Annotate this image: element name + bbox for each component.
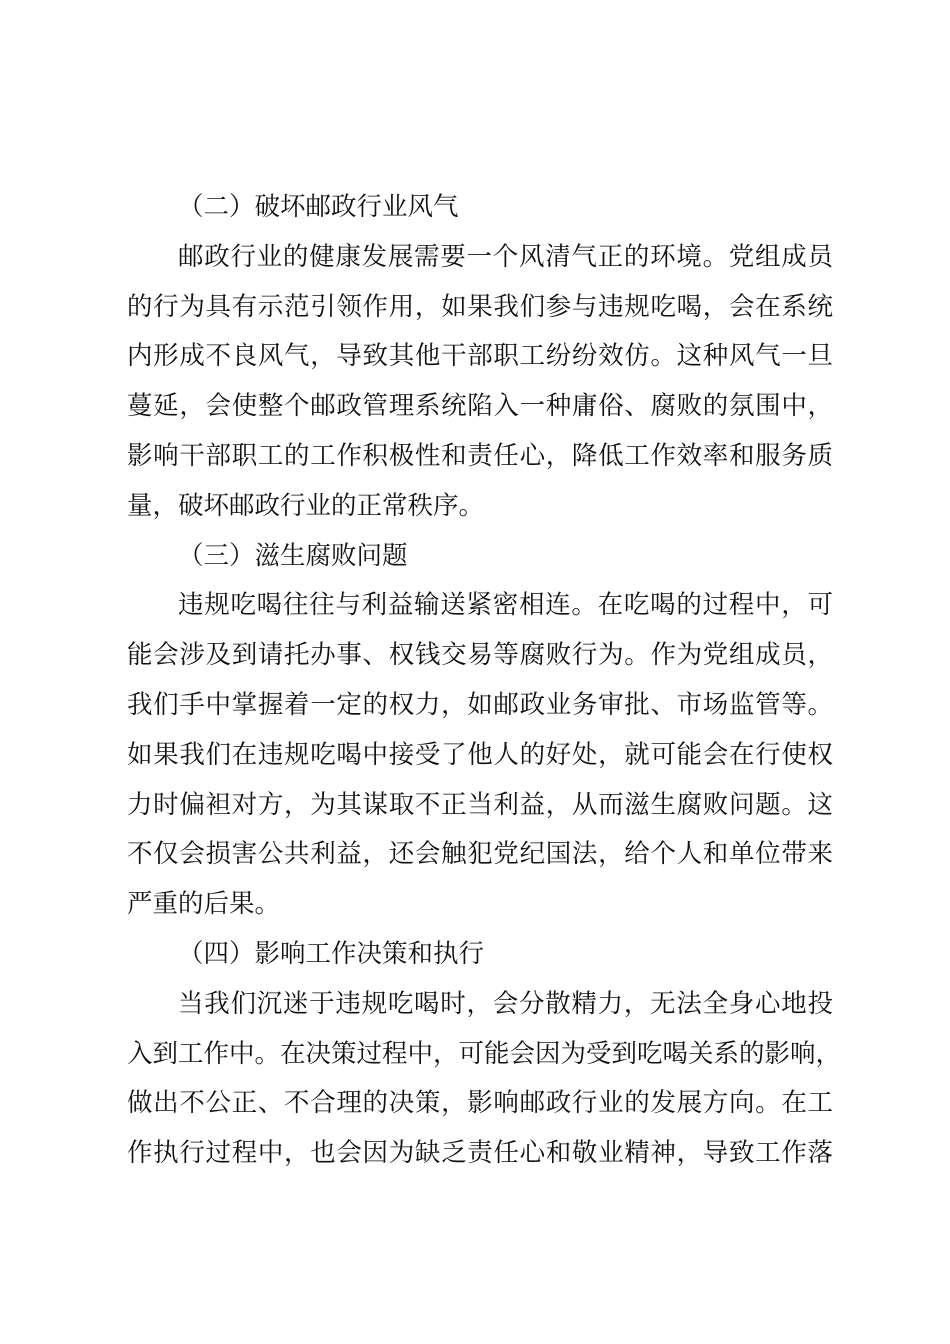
section-3 xyxy=(127,532,833,930)
section-paragraph xyxy=(127,581,833,930)
paragraph-line: 违规吃喝往往与利益输送紧密相连。在吃喝的过程中，可 xyxy=(178,590,833,621)
paragraph-line: 我们手中掌握着一定的权力，如邮政业务审批、市场监管等。 xyxy=(127,689,833,720)
paragraph-line: 邮政行业的健康发展需要一个风清气正的环境。党组成员 xyxy=(178,241,833,272)
paragraph-line: 当我们沉迷于违规吃喝时，会分散精力，无法全身心地投 xyxy=(178,988,833,1019)
paragraph-line: 严重的后果。 xyxy=(127,889,281,920)
paragraph-line: 蔓延，会使整个邮政管理系统陷入一种庸俗、腐败的氛围中， xyxy=(127,391,833,422)
section-4 xyxy=(127,930,842,1179)
section-heading: （三）滋生腐败问题 xyxy=(178,540,408,571)
section-paragraph xyxy=(127,980,842,1179)
paragraph-line: 的行为具有示范引领作用，如果我们参与违规吃喝，会在系统 xyxy=(127,291,833,322)
paragraph-line: 作执行过程中，也会因为缺乏责任心和敬业精神，导致工作落 xyxy=(127,1138,833,1169)
paragraph-line: 做出不公正、不合理的决策，影响邮政行业的发展方向。在工 xyxy=(127,1088,833,1119)
paragraph-line: 能会涉及到请托办事、权钱交易等腐败行为。作为党组成员， xyxy=(127,640,833,671)
section-paragraph xyxy=(127,233,833,532)
section-2 xyxy=(127,183,833,532)
paragraph-line: 不仅会损害公共利益，还会触犯党纪国法，给个人和单位带来 xyxy=(127,839,833,870)
paragraph-line: 量，破坏邮政行业的正常秩序。 xyxy=(127,490,485,521)
paragraph-line: 内形成不良风气，导致其他干部职工纷纷效仿。这种风气一旦 xyxy=(127,341,833,372)
section-heading: （二）破坏邮政行业风气 xyxy=(178,192,459,222)
paragraph-line: 影响干部职工的工作积极性和责任心，降低工作效率和服务质 xyxy=(127,440,833,471)
paragraph-line: 入到工作中。在决策过程中，可能会因为受到吃喝关系的影响， xyxy=(127,1038,842,1069)
section-heading: （四）影响工作决策和执行 xyxy=(178,938,485,969)
paragraph-line: 力时偏袒对方，为其谋取不正当利益，从而滋生腐败问题。这 xyxy=(127,789,833,820)
document-body xyxy=(127,183,842,1179)
paragraph-line: 如果我们在违规吃喝中接受了他人的好处，就可能会在行使权 xyxy=(127,739,833,770)
